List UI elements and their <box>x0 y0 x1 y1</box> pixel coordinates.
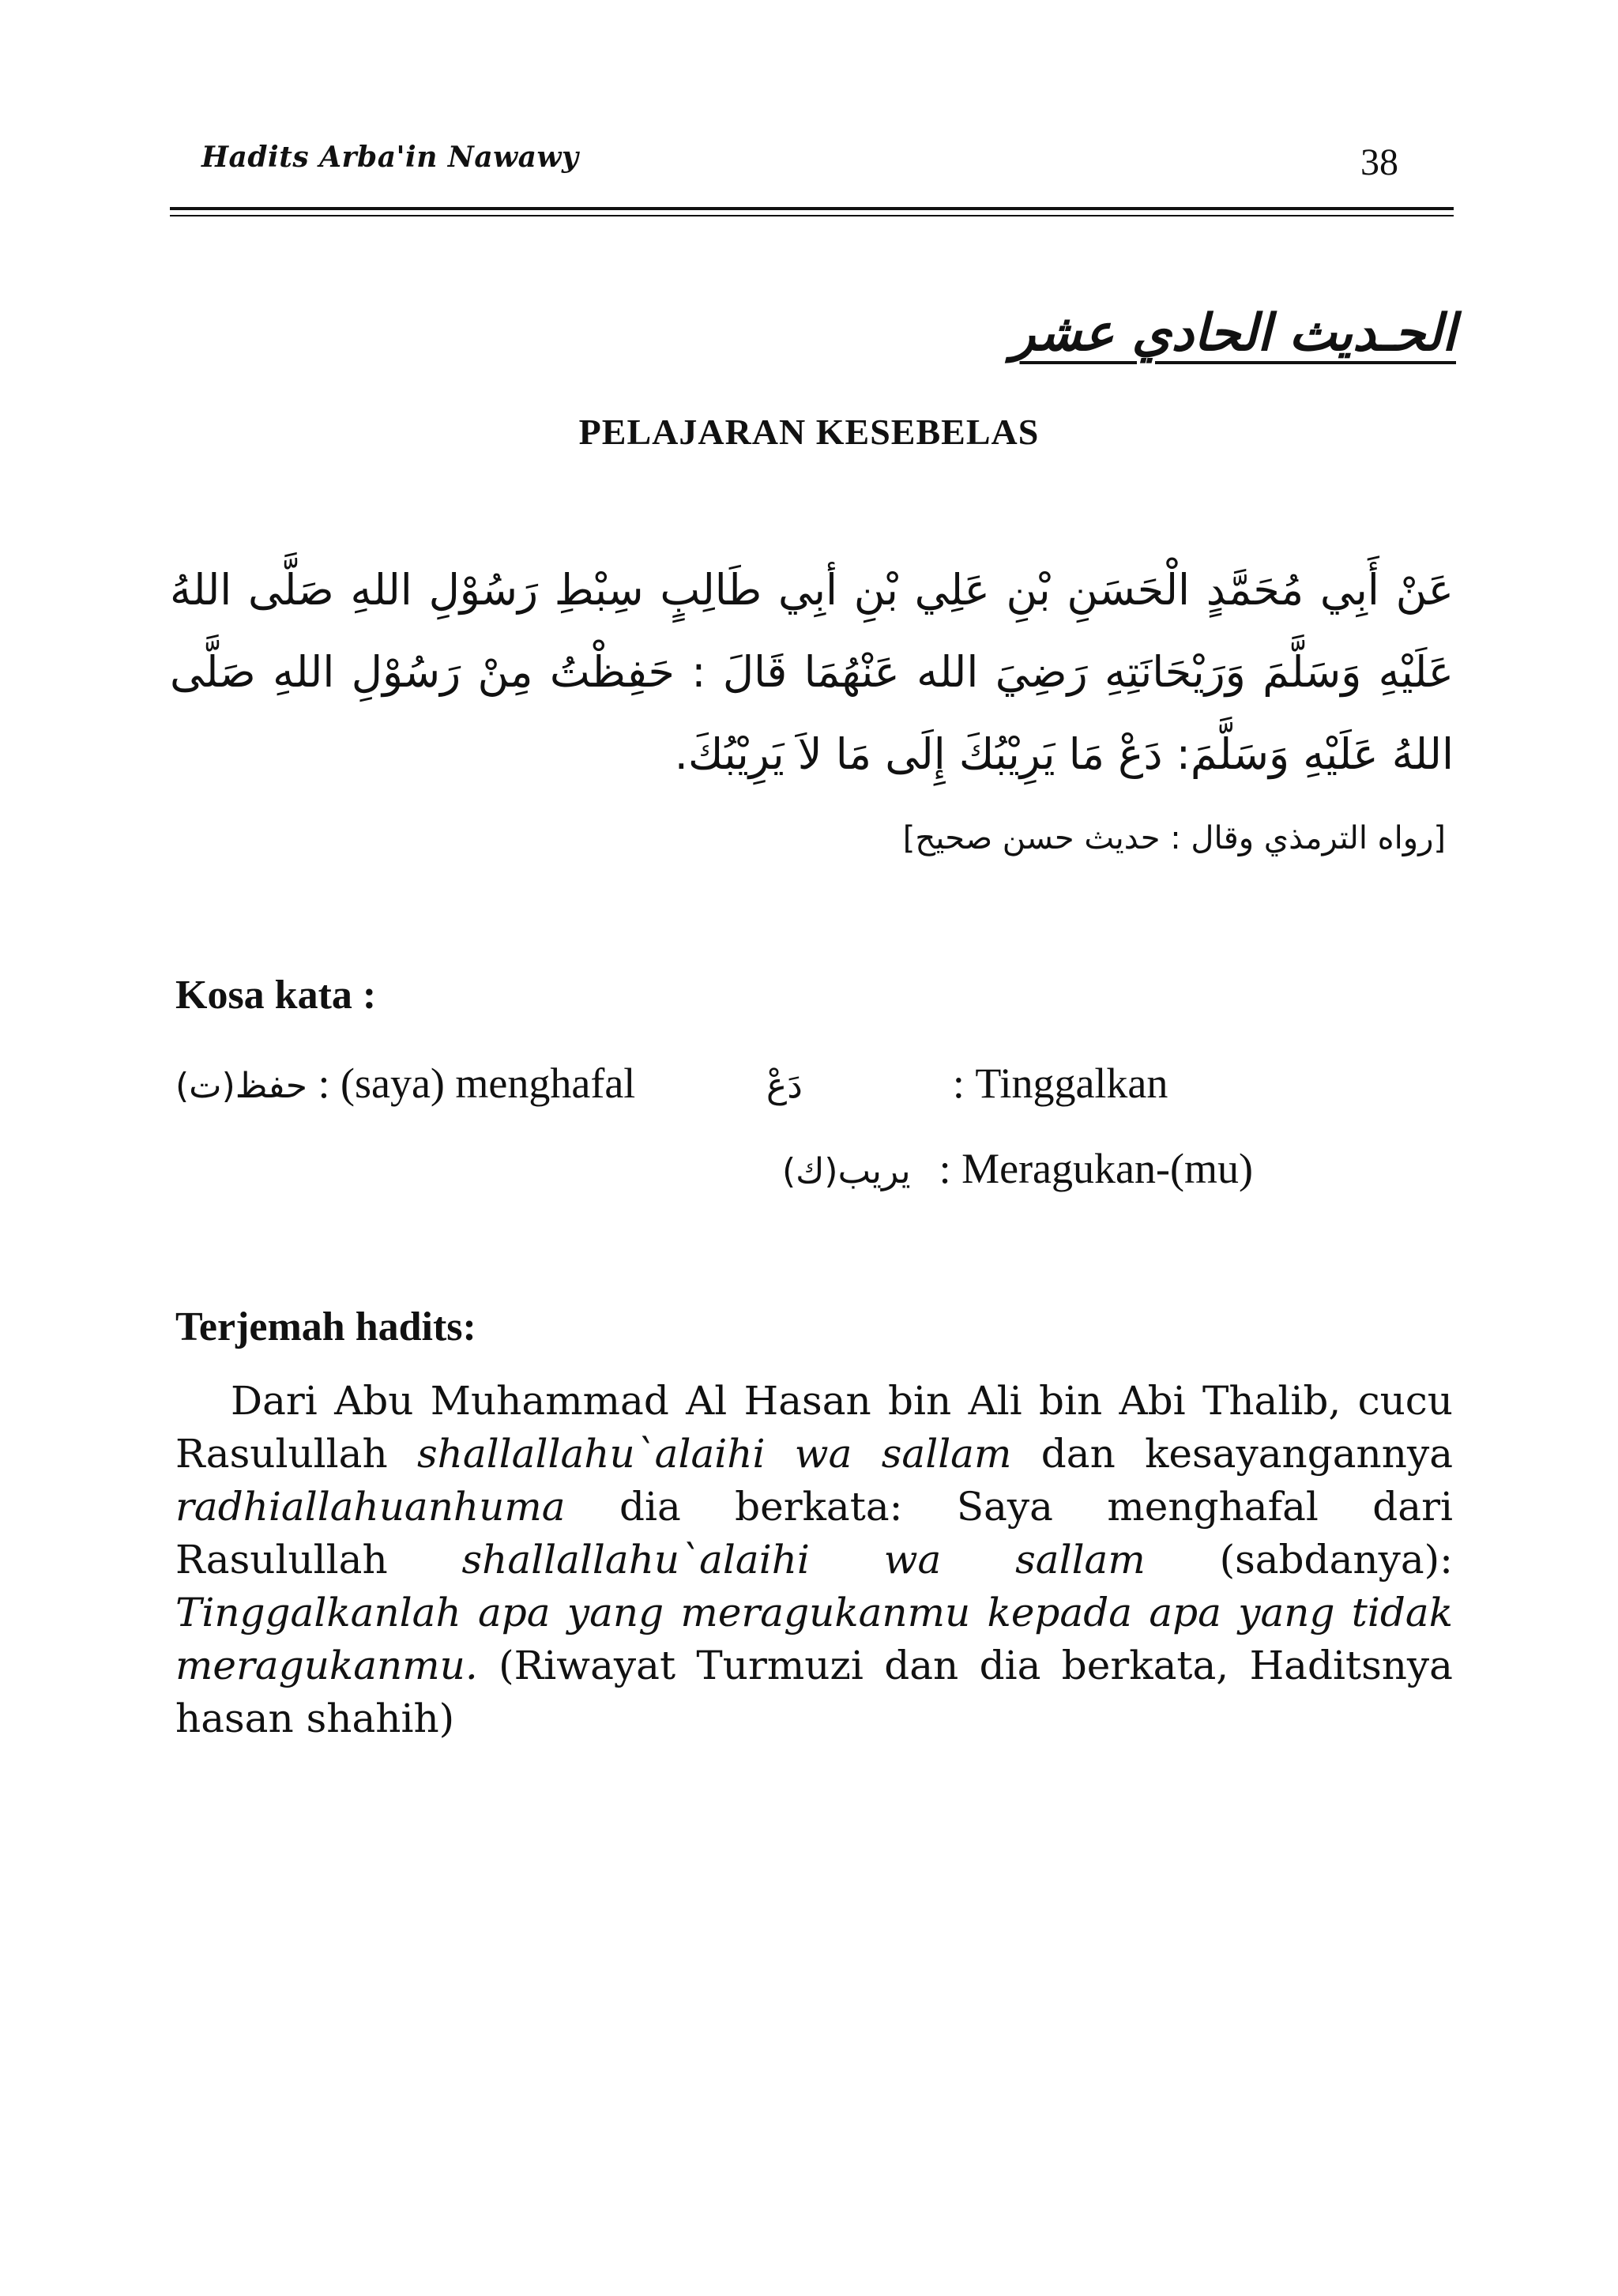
translation-text: dia berkata: Saya menghafal dari Rasulullah <box>175 1484 1453 1583</box>
section-title: PELAJARAN KESEBELAS <box>578 412 1040 452</box>
translation-paragraph <box>175 1375 1453 1745</box>
vocab-item-da <box>766 1059 1168 1108</box>
translation-text: (Riwayat Turmuzi dan dia berkata, Haditsnya hasan shahih) <box>175 1643 1453 1741</box>
translation-text: Dari Abu Muhammad Al Hasan bin Ali bin Abi Thalib, cucu Rasulullah <box>175 1378 1453 1477</box>
arabic-source-note: [رواه الترمذي وقال : حديث حسن صحيح] <box>902 820 1446 856</box>
vocabulary-heading: Kosa kata : <box>175 973 377 1018</box>
translation-italic: shallallahu`alaihi wa sallam <box>417 1431 1012 1477</box>
header-rule <box>170 207 1454 210</box>
translation-text: (sabdanya): <box>1145 1537 1453 1583</box>
translation-italic: shallallahu`alaihi wa sallam <box>461 1537 1146 1583</box>
vocab-item-hafidztu <box>175 1059 635 1108</box>
vocab-meaning: : (saya) menghafal <box>307 1060 636 1107</box>
vocab-meaning: : Meragukan-(mu) <box>939 1145 1253 1192</box>
arabic-chapter-title: الحـديث الحادي عشر <box>1010 304 1456 363</box>
translation-italic: radhiallahuanhuma <box>175 1484 566 1530</box>
vocab-meaning: : Tinggalkan <box>952 1060 1168 1107</box>
vocab-item-yaribuka <box>782 1144 1253 1193</box>
arabic-hadith-text: عَنْ أَبِي مُحَمَّدٍ الْحَسَنِ بْنِ عَلِي بْنِ أبِي طَالِبٍ سِبْطِ رَسُوْلِ اللهِ صَلَّى اللهُ عَلَيْهِ وَسَلَّمَ وَرَيْحَانَتِهِ رَضِيَ الله عَنْهُمَا قَالَ : حَفِظْتُ مِنْ رَسُوْلِ اللهِ صَلَّى اللهُ عَلَيْهِ وَسَلَّمَ: دَعْ مَا يَرِيْبُكَ إِلَى مَا لاَ يَرِيْبُكَ. <box>170 565 1454 779</box>
translation-text: dan kesayangannya <box>1011 1431 1454 1477</box>
header-rule-thin <box>170 215 1454 216</box>
vocab-arabic: يريب(ك) <box>782 1151 911 1191</box>
translation-heading: Terjemah hadits: <box>175 1304 476 1349</box>
running-title: Hadits Arba'in Nawawy <box>201 141 579 174</box>
vocab-arabic: دَعْ <box>766 1066 803 1106</box>
translation-italic: Tinggalkanlah apa yang meragukanmu kepada apa yang tidak meragukanmu. <box>175 1590 1453 1688</box>
page-number: 38 <box>1360 141 1398 183</box>
vocab-arabic: حفظ(ت) <box>175 1066 307 1106</box>
